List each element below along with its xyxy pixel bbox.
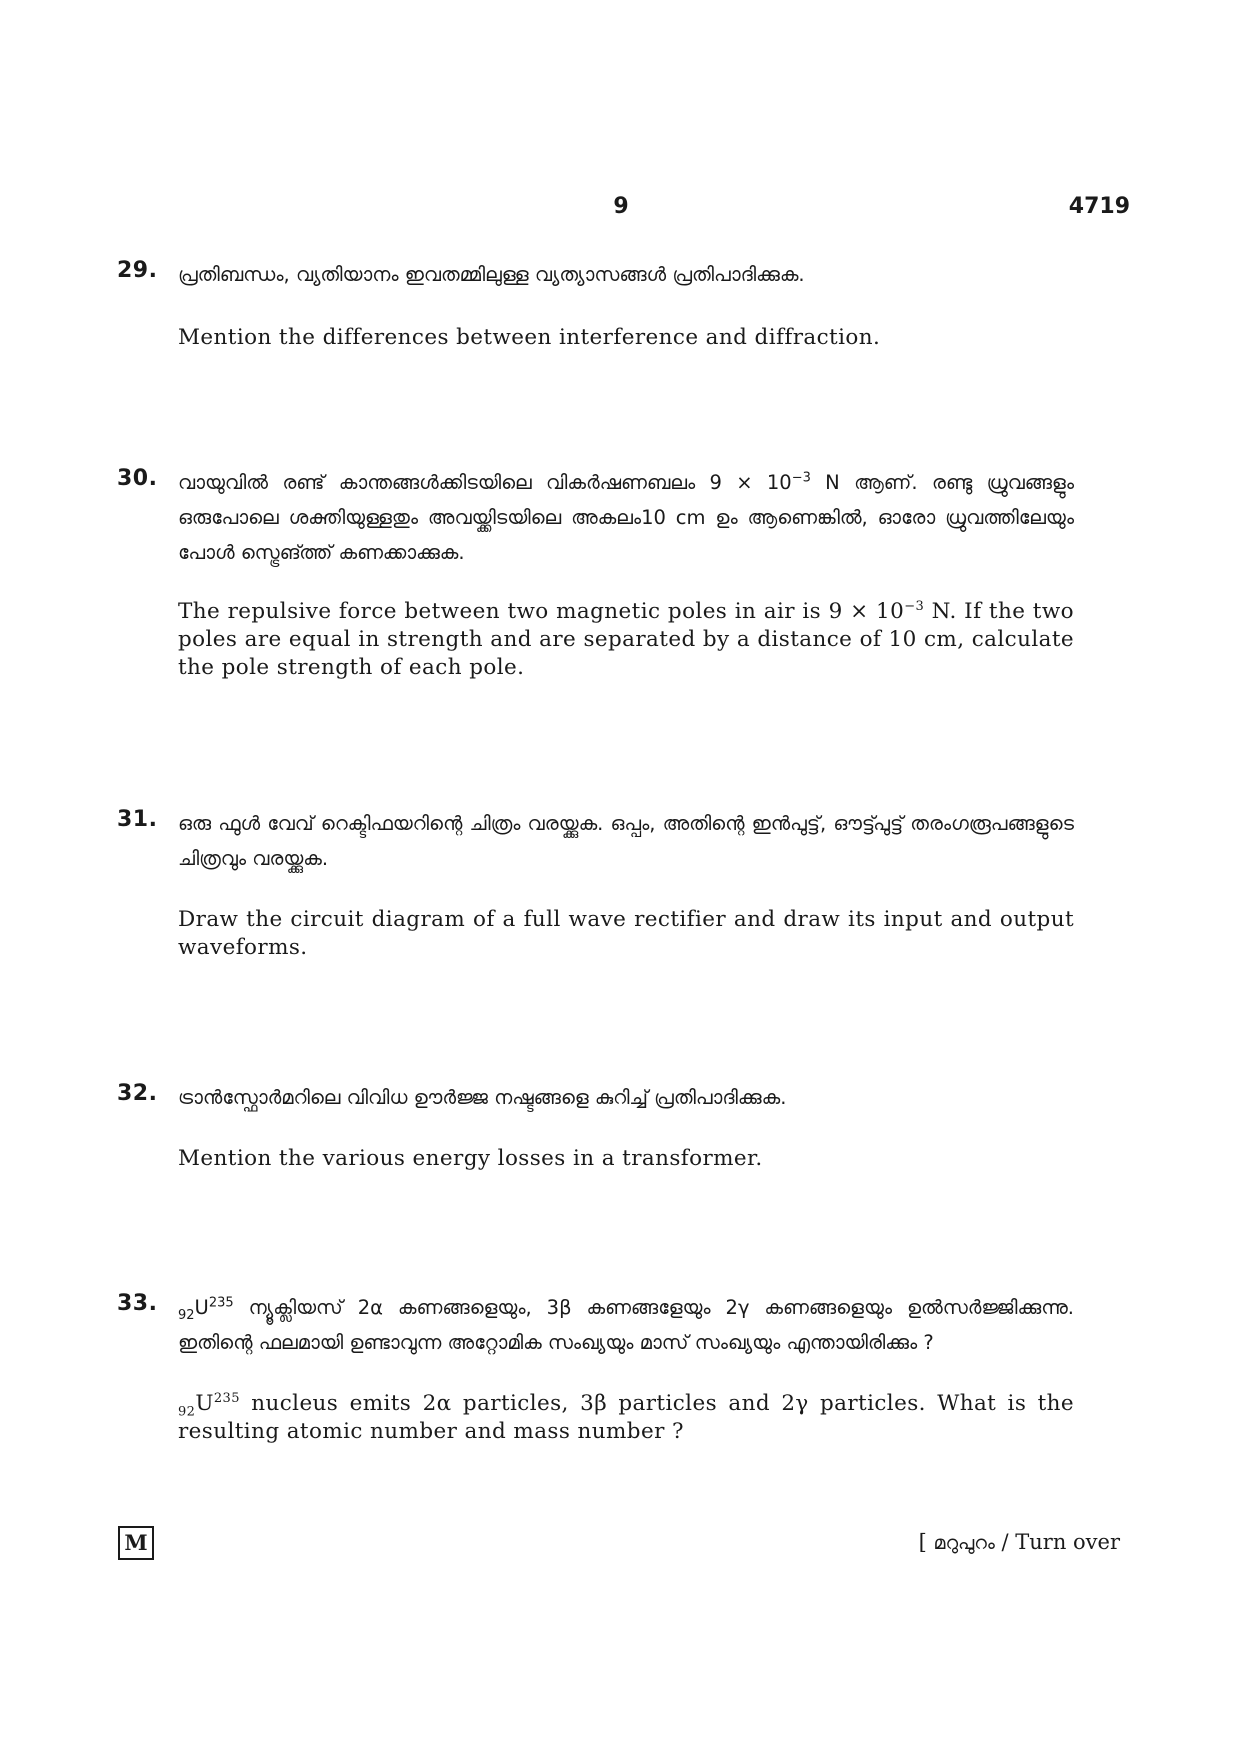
medium-mark-box: M	[118, 1526, 154, 1560]
paper-code: 4719	[1068, 194, 1130, 219]
mass-number-superscript: 235	[213, 1390, 240, 1406]
mass-number-superscript: 235	[208, 1295, 234, 1311]
question-text-english: Draw the circuit diagram of a full wave rectifier and draw its input and output waveforms.	[178, 907, 1074, 960]
turn-over-english: / Turn over	[994, 1530, 1120, 1554]
question-number: 33.	[117, 1291, 158, 1316]
atomic-number-subscript: 92	[178, 1404, 196, 1420]
question-33	[117, 1290, 1074, 1446]
question-text-english	[178, 598, 1074, 682]
question-text-part: The repulsive force between two magnetic poles in air is 9 × 10	[178, 599, 905, 624]
question-text-malayalam	[178, 465, 1074, 570]
question-text-part: വായുവിൽ രണ്ട് കാന്തങ്ങൾക്കിടയിലെ വികർഷണബലം 9 × 10	[178, 471, 792, 494]
question-text-malayalam: ട്രാൻസ്ഫോർമറിലെ വിവിധ ഊർജ്ജ നഷ്ടങ്ങളെ കുറിച്ച് പ്രതിപാദിക്കുക.	[178, 1086, 787, 1109]
question-text-part: ന്യൂക്ലിയസ് 2α കണങ്ങളെയും, 3β കണങ്ങളേയും 2γ കണങ്ങളെയും ഉൽസർജ്ജിക്കുന്നു. ഇതിന്റെ ഫലമായി ഉണ്ടാവുന്ന അറ്റോമിക സംഖ്യയും മാസ് സംഖ്യയും എന്തായിരിക്കും ?	[178, 1296, 1074, 1354]
question-text-part: N. If the two poles are equal in strength and are separated by a distance of 10 cm, calculate the pole strength of each pole.	[178, 599, 1074, 680]
question-text-part: nucleus emits 2α particles, 3β particles and 2γ particles. What is the resulting atomic number and mass number ?	[178, 1391, 1074, 1444]
question-32	[117, 1080, 1074, 1173]
bracket: [	[918, 1530, 934, 1554]
question-text-malayalam: ഒരു ഫുൾ വേവ് റെക്ടിഫയറിന്റെ ചിത്രം വരയ്ക്കുക. ഒപ്പം, അതിന്റെ ഇൻപുട്ട്, ഔട്ട്പുട്ട് തരംഗരൂപങ്ങളുടെ ചിത്രവും വരയ്ക്കുക.	[178, 812, 1074, 870]
exponent: −3	[791, 470, 811, 486]
question-text-malayalam	[178, 1290, 1074, 1360]
turn-over-note	[780, 1530, 1120, 1554]
question-text-english	[178, 1390, 1074, 1446]
turn-over-malayalam: മറുപുറം	[933, 1532, 995, 1554]
element-symbol: U	[195, 1391, 214, 1416]
question-text-english: Mention the various energy losses in a transformer.	[178, 1146, 763, 1171]
question-text-malayalam: പ്രതിബന്ധം, വ്യതിയാനം ഇവതമ്മിലുള്ള വ്യത്യാസങ്ങൾ പ്രതിപാദിക്കുക.	[178, 263, 805, 286]
page-number: 9	[613, 194, 629, 219]
question-text-english	[178, 324, 1074, 352]
question-text-part: N ആണ്. രണ്ടു ധ്രുവങ്ങളും ഒരുപോലെ ശക്തിയുള്ളതും അവയ്ക്കിടയിലെ അകലം10 cm ഉം ആണെങ്കിൽ, ഓരോ ധ്രുവത്തിലേയും പോൾ സ്ട്രെങ്ത്ത് കണക്കാക്കുക.	[178, 471, 1075, 564]
question-number: 30.	[117, 466, 158, 491]
question-29	[117, 257, 1074, 352]
question-31	[117, 806, 1074, 962]
exponent: −3	[904, 598, 925, 614]
question-number: 32.	[117, 1081, 158, 1106]
element-symbol: U	[194, 1296, 209, 1319]
question-text-english-body: Mention the differences between interference and diffraction.	[178, 325, 881, 350]
atomic-number-subscript: 92	[178, 1307, 195, 1323]
question-number: 31.	[117, 807, 158, 832]
question-number: 29.	[117, 258, 158, 283]
question-30	[117, 465, 1074, 682]
